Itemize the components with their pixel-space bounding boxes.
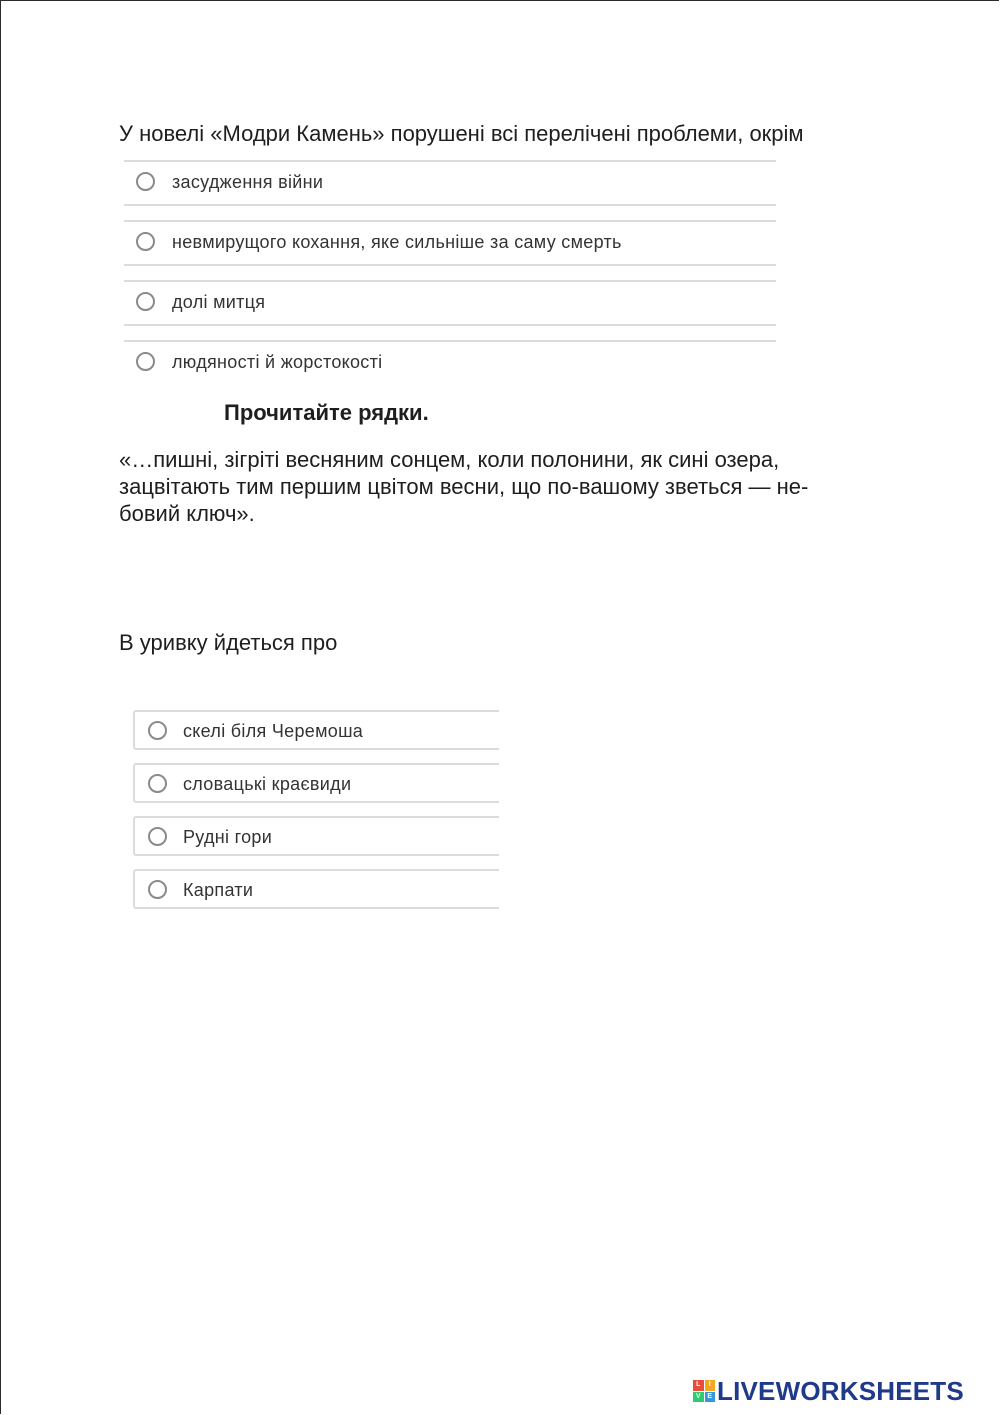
question-1-options bbox=[124, 160, 776, 398]
radio-circle-icon[interactable] bbox=[148, 827, 167, 846]
radio-circle-icon[interactable] bbox=[136, 292, 155, 311]
quote-line: «…пишні, зігріті весняним сонцем, коли полонини, як сині озера, bbox=[119, 447, 780, 472]
option-label: Рудні гори bbox=[183, 827, 273, 847]
option-label: долі митця bbox=[172, 292, 266, 312]
logo-block: I bbox=[705, 1380, 716, 1391]
quote-line: бовий ключ». bbox=[119, 501, 255, 526]
quote-text bbox=[119, 446, 879, 527]
radio-circle-icon[interactable] bbox=[136, 172, 155, 191]
logo-block: L bbox=[693, 1380, 704, 1391]
option-label: скелі біля Черемоша bbox=[183, 721, 364, 741]
option-q2-1[interactable] bbox=[133, 710, 499, 750]
logo-text: LIVEWORKSHEETS bbox=[717, 1375, 964, 1406]
logo-block: E bbox=[705, 1392, 716, 1403]
option-q2-2[interactable] bbox=[133, 763, 499, 803]
option-q1-4[interactable] bbox=[124, 340, 776, 384]
option-label: невмирущого кохання, яке сильніше за саму смерть bbox=[172, 232, 622, 252]
question-2-options bbox=[133, 710, 499, 922]
radio-circle-icon[interactable] bbox=[148, 721, 167, 740]
option-label: словацькі краєвиди bbox=[183, 774, 352, 794]
option-q1-1[interactable] bbox=[124, 160, 776, 206]
radio-circle-icon[interactable] bbox=[136, 352, 155, 371]
logo-block: V bbox=[693, 1392, 704, 1403]
question-1-text: У новелі «Модри Камень» порушені всі перелічені проблеми, окрім bbox=[119, 121, 804, 146]
radio-circle-icon[interactable] bbox=[148, 880, 167, 899]
question-2-text: В уривку йдеться про bbox=[119, 630, 338, 655]
option-q2-4[interactable] bbox=[133, 869, 499, 909]
option-label: людяності й жорстокості bbox=[172, 352, 383, 372]
liveworksheets-logo bbox=[693, 1376, 964, 1406]
option-q1-2[interactable] bbox=[124, 220, 776, 266]
radio-circle-icon[interactable] bbox=[148, 774, 167, 793]
quote-line: зацвітають тим першим цвітом весни, що по-вашому зветься — не- bbox=[119, 474, 809, 499]
option-label: засудження війни bbox=[172, 172, 324, 192]
option-q1-3[interactable] bbox=[124, 280, 776, 326]
logo-blocks-icon bbox=[693, 1380, 715, 1402]
option-label: Карпати bbox=[183, 880, 254, 900]
radio-circle-icon[interactable] bbox=[136, 232, 155, 251]
instruction-heading: Прочитайте рядки. bbox=[224, 400, 429, 425]
option-q2-3[interactable] bbox=[133, 816, 499, 856]
